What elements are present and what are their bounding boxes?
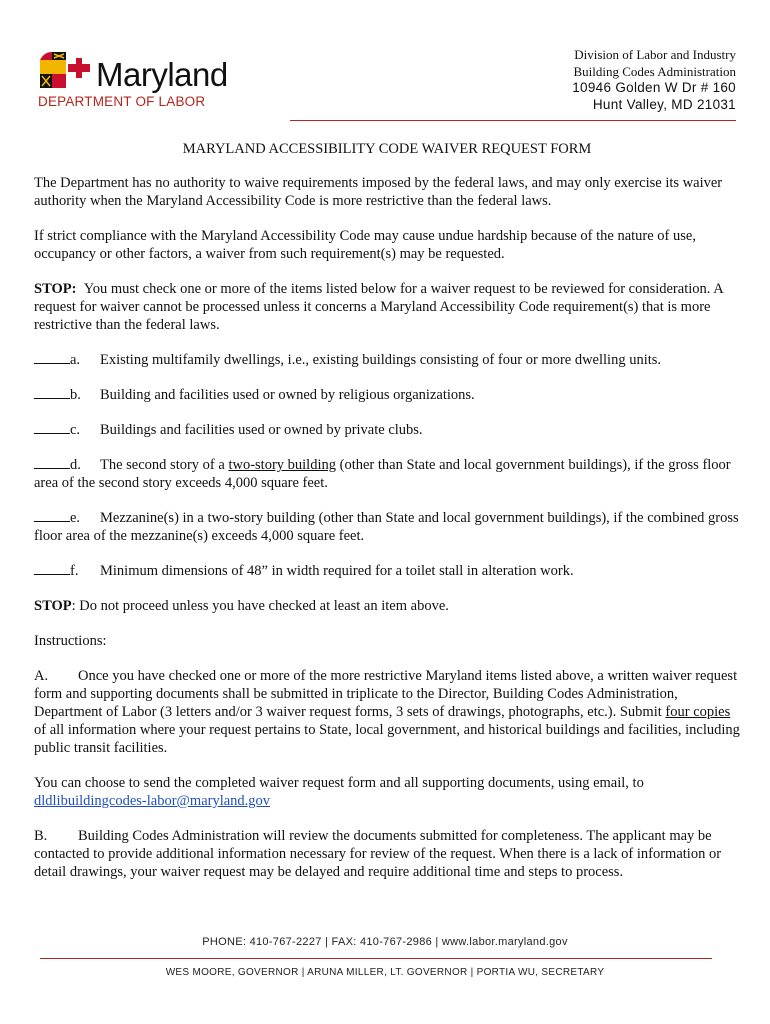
footer-officials: WES MOORE, GOVERNOR | ARUNA MILLER, LT. GOVERNOR | PORTIA WU, SECRETARY (165, 967, 605, 978)
footer-contact: PHONE: 410-767-2227 | FAX: 410-767-2986 | www.labor.maryland.gov (202, 936, 568, 948)
checklist-item-b (34, 386, 740, 404)
instruction-text: Building Codes Administration will review the documents submitted for completeness. The applicant may be contacted to provide additional information necessary for review of the request. When there is a lack of information or detail drawings, your waiver request may be delayed and require additional time and steps to process. (34, 828, 722, 880)
form-body (34, 140, 740, 881)
item-letter: d. (70, 457, 81, 473)
item-text-pre: The second story of a (100, 457, 229, 473)
intro-paragraph-2: If strict compliance with the Maryland Accessibility Code may cause undue hardship because of the nature of use, occupancy or other factors, a waiver from such requirement(s) may be requested. (34, 228, 696, 262)
header-divider (290, 120, 736, 121)
item-text: Mezzanine(s) in a two-story building (other than State and local government buildings), if the combined gross floor area of the mezzanine(s) exceeds 4,000 square feet. (34, 510, 739, 544)
item-text: Buildings and facilities used or owned by private clubs. (100, 422, 423, 438)
item-text-underlined: two-story building (228, 457, 336, 473)
instruction-letter: B. (34, 828, 48, 844)
address-block (572, 47, 736, 113)
checklist-item-f (34, 562, 740, 580)
maryland-flag-icon (38, 50, 92, 90)
stop-text: : Do not proceed unless you have checked at least an item above. (71, 598, 449, 614)
maryland-department-of-labor-logo (38, 50, 268, 112)
brand-name: Maryland (96, 56, 228, 93)
stop-label: STOP (34, 598, 72, 614)
instruction-text-pre: Once you have checked one or more of the more restrictive Maryland items listed above, a written waiver request form and supporting documents shall be submitted in triplicate to the Director, Building Codes Administration, Department of Labor (3 letters and/or 3 waiver request forms, 3 sets of drawings, photographs, etc.). Submit (34, 668, 738, 720)
address-city: Hunt Valley, MD 21031 (592, 96, 736, 112)
checkbox-blank-d[interactable] (34, 456, 70, 469)
checklist-item-d (34, 456, 740, 492)
item-letter: e. (70, 510, 81, 526)
instruction-text-underlined: four copies (665, 704, 731, 720)
stop-label: STOP: (34, 281, 77, 297)
item-letter: c. (70, 422, 81, 438)
checkbox-blank-a[interactable] (34, 351, 70, 364)
item-letter: b. (70, 387, 81, 403)
checklist-item-c (34, 421, 740, 439)
checkbox-blank-f[interactable] (34, 562, 70, 575)
item-text: Minimum dimensions of 48” in width required for a toilet stall in alteration work. (100, 563, 574, 579)
instruction-letter: A. (34, 668, 49, 684)
address-administration: Building Codes Administration (573, 63, 736, 79)
email-link[interactable]: dldlibuildingcodes-labor@maryland.gov (34, 793, 271, 809)
instructions-heading: Instructions: (34, 633, 107, 649)
email-note-text: You can choose to send the completed waiver request form and all supporting documents, using email, to (34, 775, 644, 791)
stop-text: You must check one or more of the items listed below for a waiver request to be reviewed for consideration. A request for waiver cannot be processed unless it concerns a Maryland Accessibility Code requirement(s) that is more restrictive than the federal laws. (34, 281, 723, 333)
item-text-post: (other than State and local government buildings), if the gross floor area of the second story exceeds 4,000 square feet. (34, 457, 731, 491)
intro-paragraph-1: The Department has no authority to waive requirements imposed by the federal laws, and may only exercise its waiver authority when the Maryland Accessibility Code is more restrictive than the federal laws. (34, 175, 723, 209)
footer-divider (40, 958, 712, 959)
checklist-item-a (34, 351, 740, 369)
item-letter: f. (70, 563, 79, 579)
form-title: MARYLAND ACCESSIBILITY CODE WAIVER REQUEST FORM (182, 141, 592, 157)
item-text: Building and facilities used or owned by religious organizations. (100, 387, 475, 403)
email-note (34, 774, 740, 810)
stop-notice-1 (34, 280, 740, 334)
instruction-b (34, 827, 740, 881)
address-street: 10946 Golden W Dr # 160 (572, 80, 736, 95)
checklist-item-e (34, 509, 740, 545)
checkbox-blank-b[interactable] (34, 386, 70, 399)
checkbox-blank-e[interactable] (34, 509, 70, 522)
department-name: DEPARTMENT OF LABOR (38, 94, 206, 109)
item-letter: a. (70, 352, 81, 368)
stop-notice-2 (34, 597, 740, 615)
item-text: Existing multifamily dwellings, i.e., existing buildings consisting of four or more dwelling units. (100, 352, 662, 368)
instruction-text-post: of all information where your request pertains to State, local government, and historical buildings and facilities, including public transit facilities. (34, 722, 740, 756)
checkbox-blank-c[interactable] (34, 421, 70, 434)
address-division: Division of Labor and Industry (574, 47, 736, 62)
instruction-a (34, 667, 740, 757)
